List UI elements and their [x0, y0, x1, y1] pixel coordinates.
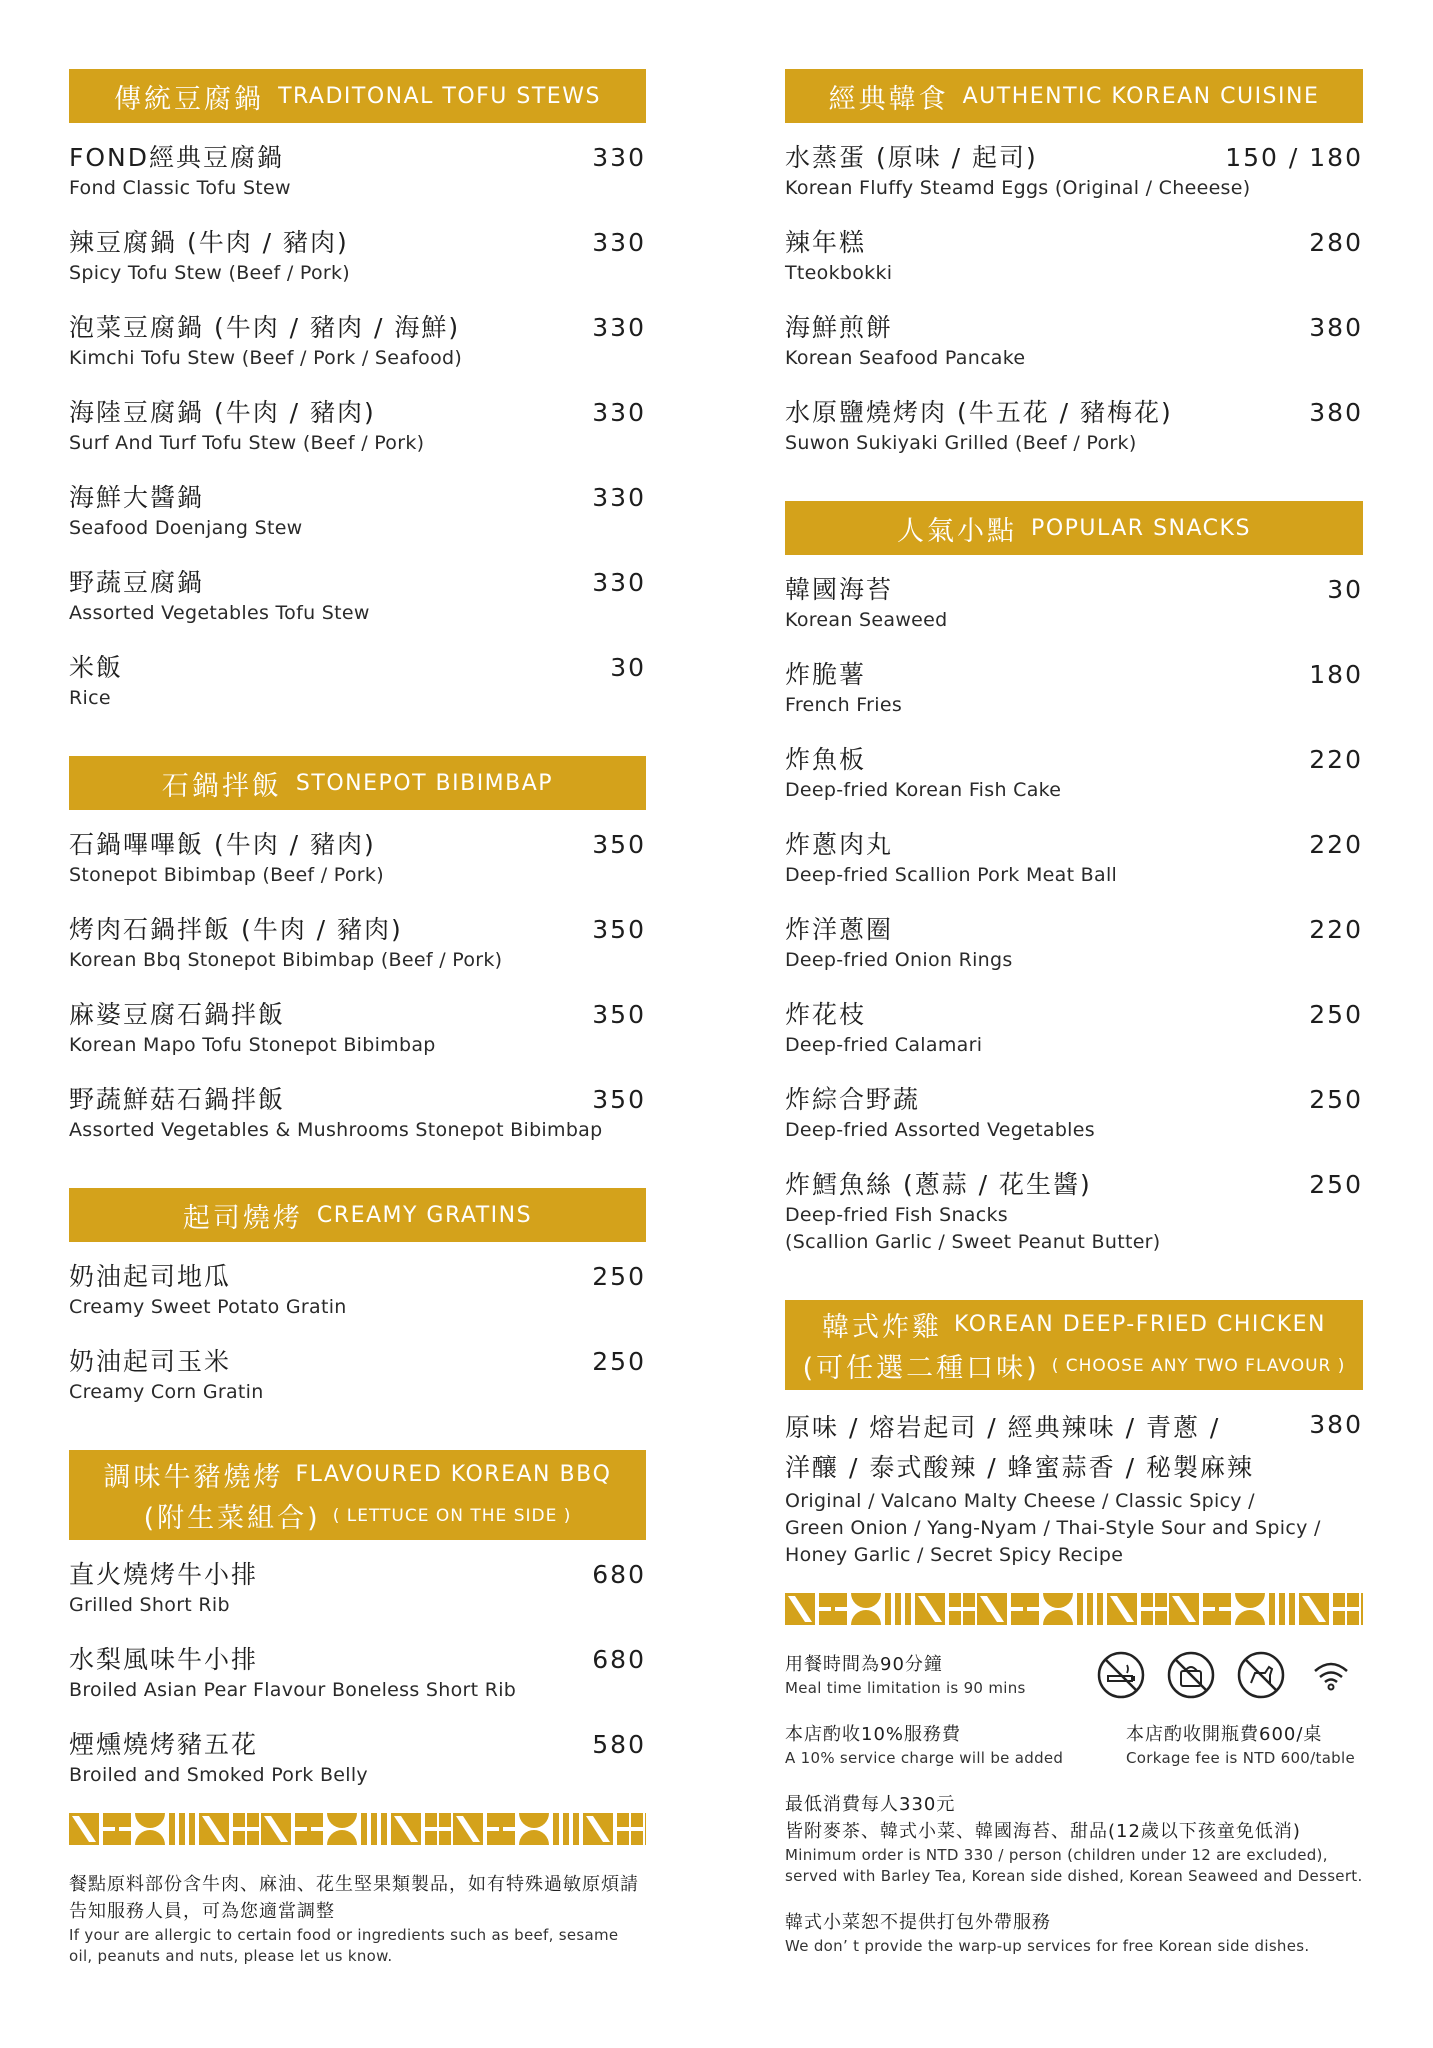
takeout-zh: 韓式小菜恕不提供打包外帶服務 [785, 1912, 1051, 1933]
pattern-icon [785, 1593, 1363, 1625]
item-name-zh: 野蔬鮮菇石鍋拌飯 [69, 1085, 286, 1114]
allergy-notice [69, 1871, 646, 1967]
item-name-en-options: (Scallion Garlic / Sweet Peanut Butter) [785, 1231, 1161, 1253]
menu-item [785, 311, 1363, 372]
section-title-zh: 經典韓食 [828, 83, 949, 115]
item-name-zh: 炸脆薯 [785, 660, 867, 689]
item-name-zh: 辣年糕 [785, 228, 867, 257]
menu-item [69, 1643, 646, 1704]
section-header-gratins [69, 1188, 646, 1242]
item-price: 380 [1309, 313, 1363, 342]
flavours-zh-line: 洋釀 / 泰式酸辣 / 蜂蜜蒜香 / 秘製麻辣 [785, 1453, 1254, 1482]
section-title-en: FLAVOURED KOREAN BBQ [295, 1462, 612, 1487]
item-name-zh: 水原鹽燒烤肉 (牛五花 / 豬梅花) [785, 398, 1173, 427]
item-price: 380 [1309, 1410, 1363, 1439]
item-name-en: Suwon Sukiyaki Grilled (Beef / Pork) [785, 432, 1137, 454]
item-name-en: Korean Bbq Stonepot Bibimbap (Beef / Pork) [69, 949, 503, 971]
allergy-notice-zh: 餐點原料部份含牛肉、麻油、花生堅果類製品，如有特殊過敏原煩請告知服務人員，可為您適當調整 [69, 1874, 639, 1922]
tofu-stews-list [69, 141, 646, 712]
menu-item [785, 913, 1363, 974]
section-title-en: TRADITONAL TOFU STEWS [278, 83, 601, 109]
flavours-en-line: Original / Valcano Malty Cheese / Classic Spicy / [785, 1490, 1255, 1512]
menu-item [785, 1168, 1363, 1256]
item-price: 350 [592, 1085, 646, 1114]
menu-item [69, 1083, 646, 1144]
item-price: 680 [592, 1560, 646, 1589]
item-name-en: Deep-fried Calamari [785, 1034, 983, 1056]
item-price: 330 [592, 313, 646, 342]
item-name-en: Korean Seafood Pancake [785, 347, 1026, 369]
item-name-en: French Fries [785, 694, 903, 716]
allergy-notice-en: If your are allergic to certain food or ingredients such as beef, sesame oil, peanuts and nuts, please let us know. [69, 1926, 619, 1965]
item-price: 30 [610, 653, 646, 682]
item-price: 220 [1309, 915, 1363, 944]
minimum-order-notice [785, 1791, 1363, 1887]
item-name-en: Korean Mapo Tofu Stonepot Bibimbap [69, 1034, 436, 1056]
minimum-order-zh-detail: 皆附麥茶、韓式小菜、韓國海苔、甜品(12歲以下孩童免低消) [785, 1821, 1301, 1842]
item-name-en: Surf And Turf Tofu Stew (Beef / Pork) [69, 432, 425, 454]
item-name-zh: 水蒸蛋 (原味 / 起司) [785, 143, 1038, 172]
section-title-zh: 韓式炸雞 [822, 1312, 942, 1343]
item-name-en: Assorted Vegetables & Mushrooms Stonepot Bibimbap [69, 1119, 603, 1141]
corkage-fee-en: Corkage fee is NTD 600/table [1126, 1749, 1355, 1767]
item-price: 330 [592, 568, 646, 597]
item-name-en: Spicy Tofu Stew (Beef / Pork) [69, 262, 351, 284]
section-subtitle-en: ( LETTUCE ON THE SIDE ) [332, 1505, 572, 1526]
menu-item [69, 913, 646, 974]
item-name-zh: 韓國海苔 [785, 575, 894, 604]
menu-item [785, 998, 1363, 1059]
item-name-zh: 石鍋嗶嗶飯 (牛肉 / 豬肉) [69, 830, 376, 859]
no-pets-icon [1237, 1651, 1285, 1699]
item-name-zh: 煙燻燒烤豬五花 [69, 1730, 259, 1759]
charges-row [785, 1721, 1363, 1769]
decorative-pattern-band [69, 1813, 646, 1845]
item-name-zh: 海鮮煎餅 [785, 313, 894, 342]
item-name-zh: 麻婆豆腐石鍋拌飯 [69, 1000, 286, 1029]
takeout-en: We don’ t provide the warp-up services for free Korean side dishes. [785, 1937, 1310, 1955]
item-price: 680 [592, 1645, 646, 1674]
menu-item [69, 226, 646, 287]
item-price: 380 [1309, 398, 1363, 427]
item-name-zh: 海陸豆腐鍋 (牛肉 / 豬肉) [69, 398, 376, 427]
item-price: 330 [592, 398, 646, 427]
item-name-zh: 野蔬豆腐鍋 [69, 568, 205, 597]
item-price: 250 [1309, 1085, 1363, 1114]
corkage-fee-zh: 本店酌收開瓶費600/桌 [1126, 1724, 1323, 1745]
menu-item [785, 226, 1363, 287]
section-title-en: STONEPOT BIBIMBAP [295, 770, 554, 796]
popular-snacks-list [785, 573, 1363, 1256]
section-title-zh: 調味牛豬燒烤 [103, 1462, 284, 1493]
section-title-zh: 人氣小點 [897, 515, 1018, 547]
section-title-en: CREAMY GRATINS [316, 1202, 533, 1228]
section-title-zh: 石鍋拌飯 [161, 770, 282, 802]
fried-chicken-flavours [785, 1408, 1363, 1569]
meal-time-notice [785, 1651, 1363, 1699]
item-name-zh: 泡菜豆腐鍋 (牛肉 / 豬肉 / 海鮮) [69, 313, 461, 342]
item-name-en: Deep-fried Assorted Vegetables [785, 1119, 1095, 1141]
item-price: 350 [592, 830, 646, 859]
item-price: 350 [592, 915, 646, 944]
menu-item [69, 828, 646, 889]
item-price: 30 [1327, 575, 1363, 604]
section-title-zh: 起司燒烤 [182, 1202, 303, 1234]
item-price: 150 / 180 [1225, 143, 1363, 172]
item-name-zh: 炸魚板 [785, 745, 867, 774]
menu-item [785, 658, 1363, 719]
item-price: 250 [592, 1347, 646, 1376]
item-name-en: Creamy Sweet Potato Gratin [69, 1296, 347, 1318]
item-name-zh: 水梨風味牛小排 [69, 1645, 259, 1674]
section-title-en: AUTHENTIC KOREAN CUISINE [962, 83, 1320, 109]
item-name-en: Creamy Corn Gratin [69, 1381, 264, 1403]
menu-item [69, 566, 646, 627]
item-name-en: Broiled and Smoked Pork Belly [69, 1764, 368, 1786]
item-name-en: Stonepot Bibimbap (Beef / Pork) [69, 864, 384, 886]
menu-item [69, 1260, 646, 1321]
item-name-en: Kimchi Tofu Stew (Beef / Pork / Seafood) [69, 347, 463, 369]
decorative-pattern-band [785, 1593, 1363, 1625]
section-header-popular-snacks [785, 501, 1363, 555]
item-price: 250 [1309, 1170, 1363, 1199]
minimum-order-en-detail: served with Barley Tea, Korean side dished, Korean Seaweed and Dessert. [785, 1867, 1363, 1885]
section-subtitle-en: ( CHOOSE ANY TWO FLAVOUR ) [1051, 1355, 1346, 1376]
item-name-zh: 海鮮大醬鍋 [69, 483, 205, 512]
menu-item [785, 828, 1363, 889]
right-column [785, 69, 1363, 1957]
section-subtitle-zh: (可任選二種口味) [802, 1353, 1040, 1384]
item-name-zh: 炸洋蔥圈 [785, 915, 894, 944]
menu-item [69, 311, 646, 372]
item-name-en: Korean Fluffy Steamd Eggs (Original / Cheeese) [785, 177, 1251, 199]
section-title-en: KOREAN DEEP-FRIED CHICKEN [954, 1312, 1326, 1337]
section-header-korean-bbq [69, 1450, 646, 1540]
service-charge-en: A 10% service charge will be added [785, 1749, 1064, 1767]
meal-time-zh: 用餐時間為90分鐘 [785, 1654, 943, 1675]
item-price: 330 [592, 483, 646, 512]
flavours-en-line: Honey Garlic / Secret Spicy Recipe [785, 1544, 1124, 1566]
minimum-order-en: Minimum order is NTD 330 / person (children under 12 are excluded), [785, 1846, 1328, 1864]
item-name-zh: 炸鱈魚絲 (蔥蒜 / 花生醬) [785, 1170, 1092, 1199]
item-name-zh: 米飯 [69, 653, 124, 682]
service-charge-notice [785, 1721, 1063, 1769]
item-price: 350 [592, 1000, 646, 1029]
section-title-zh: 傳統豆腐鍋 [114, 83, 265, 115]
left-column [69, 69, 646, 1967]
item-name-en: Grilled Short Rib [69, 1594, 230, 1616]
item-name-zh: 炸花枝 [785, 1000, 867, 1029]
section-header-bibimbap [69, 756, 646, 810]
menu-item [785, 141, 1363, 202]
item-price: 580 [592, 1730, 646, 1759]
item-name-en: Korean Seaweed [785, 609, 948, 631]
meal-time-en: Meal time limitation is 90 mins [785, 1679, 1026, 1697]
menu-item [785, 396, 1363, 457]
menu-item [785, 1083, 1363, 1144]
item-price: 250 [1309, 1000, 1363, 1029]
section-subtitle-zh: (附生菜組合) [143, 1503, 321, 1534]
item-price: 220 [1309, 745, 1363, 774]
section-title-en: POPULAR SNACKS [1031, 515, 1251, 541]
menu-item [785, 573, 1363, 634]
item-price: 330 [592, 228, 646, 257]
item-price: 220 [1309, 830, 1363, 859]
section-header-fried-chicken [785, 1300, 1363, 1390]
corkage-fee-notice [1126, 1721, 1355, 1769]
item-name-en: Broiled Asian Pear Flavour Boneless Short Rib [69, 1679, 517, 1701]
item-name-en: Deep-fried Onion Rings [785, 949, 1013, 971]
item-price: 250 [592, 1262, 646, 1291]
item-name-en: Rice [69, 687, 111, 709]
item-name-zh: FOND經典豆腐鍋 [69, 143, 285, 172]
menu-item [785, 743, 1363, 804]
item-name-en: Tteokbokki [785, 262, 893, 284]
item-name-en: Deep-fried Korean Fish Cake [785, 779, 1062, 801]
minimum-order-zh: 最低消費每人330元 [785, 1794, 956, 1815]
pattern-icon [69, 1813, 646, 1845]
gratins-list [69, 1260, 646, 1406]
korean-cuisine-list [785, 141, 1363, 457]
item-price: 330 [592, 143, 646, 172]
section-header-tofu-stews [69, 69, 646, 123]
wifi-icon [1307, 1651, 1355, 1699]
item-name-zh: 奶油起司玉米 [69, 1347, 232, 1376]
korean-bbq-list [69, 1558, 646, 1789]
item-price: 280 [1309, 228, 1363, 257]
no-outside-food-icon [1167, 1651, 1215, 1699]
rule-icons [1097, 1651, 1355, 1699]
flavours-zh-line: 原味 / 熔岩起司 / 經典辣味 / 青蔥 / [785, 1413, 1221, 1442]
menu-item [69, 1345, 646, 1406]
menu-item [69, 481, 646, 542]
no-smoking-icon [1097, 1651, 1145, 1699]
menu-item [69, 396, 646, 457]
item-name-zh: 奶油起司地瓜 [69, 1262, 232, 1291]
item-name-zh: 辣豆腐鍋 (牛肉 / 豬肉) [69, 228, 349, 257]
item-name-en: Fond Classic Tofu Stew [69, 177, 291, 199]
section-header-korean-cuisine [785, 69, 1363, 123]
item-name-en: Deep-fried Fish Snacks [785, 1204, 1008, 1226]
menu-item [69, 651, 646, 712]
menu-item [69, 141, 646, 202]
menu-item [69, 1558, 646, 1619]
service-charge-zh: 本店酌收10%服務費 [785, 1724, 962, 1745]
item-price: 180 [1309, 660, 1363, 689]
item-name-en: Assorted Vegetables Tofu Stew [69, 602, 370, 624]
menu-item [69, 1728, 646, 1789]
item-name-en: Deep-fried Scallion Pork Meat Ball [785, 864, 1118, 886]
menu-item [69, 998, 646, 1059]
item-name-zh: 炸綜合野蔬 [785, 1085, 921, 1114]
flavours-en-line: Green Onion / Yang-Nyam / Thai-Style Sour and Spicy / [785, 1517, 1321, 1539]
bibimbap-list [69, 828, 646, 1144]
item-name-zh: 直火燒烤牛小排 [69, 1560, 259, 1589]
takeout-notice [785, 1909, 1363, 1957]
item-name-zh: 炸蔥肉丸 [785, 830, 894, 859]
item-name-en: Seafood Doenjang Stew [69, 517, 303, 539]
house-rules [785, 1651, 1363, 1957]
item-name-zh: 烤肉石鍋拌飯 (牛肉 / 豬肉) [69, 915, 403, 944]
